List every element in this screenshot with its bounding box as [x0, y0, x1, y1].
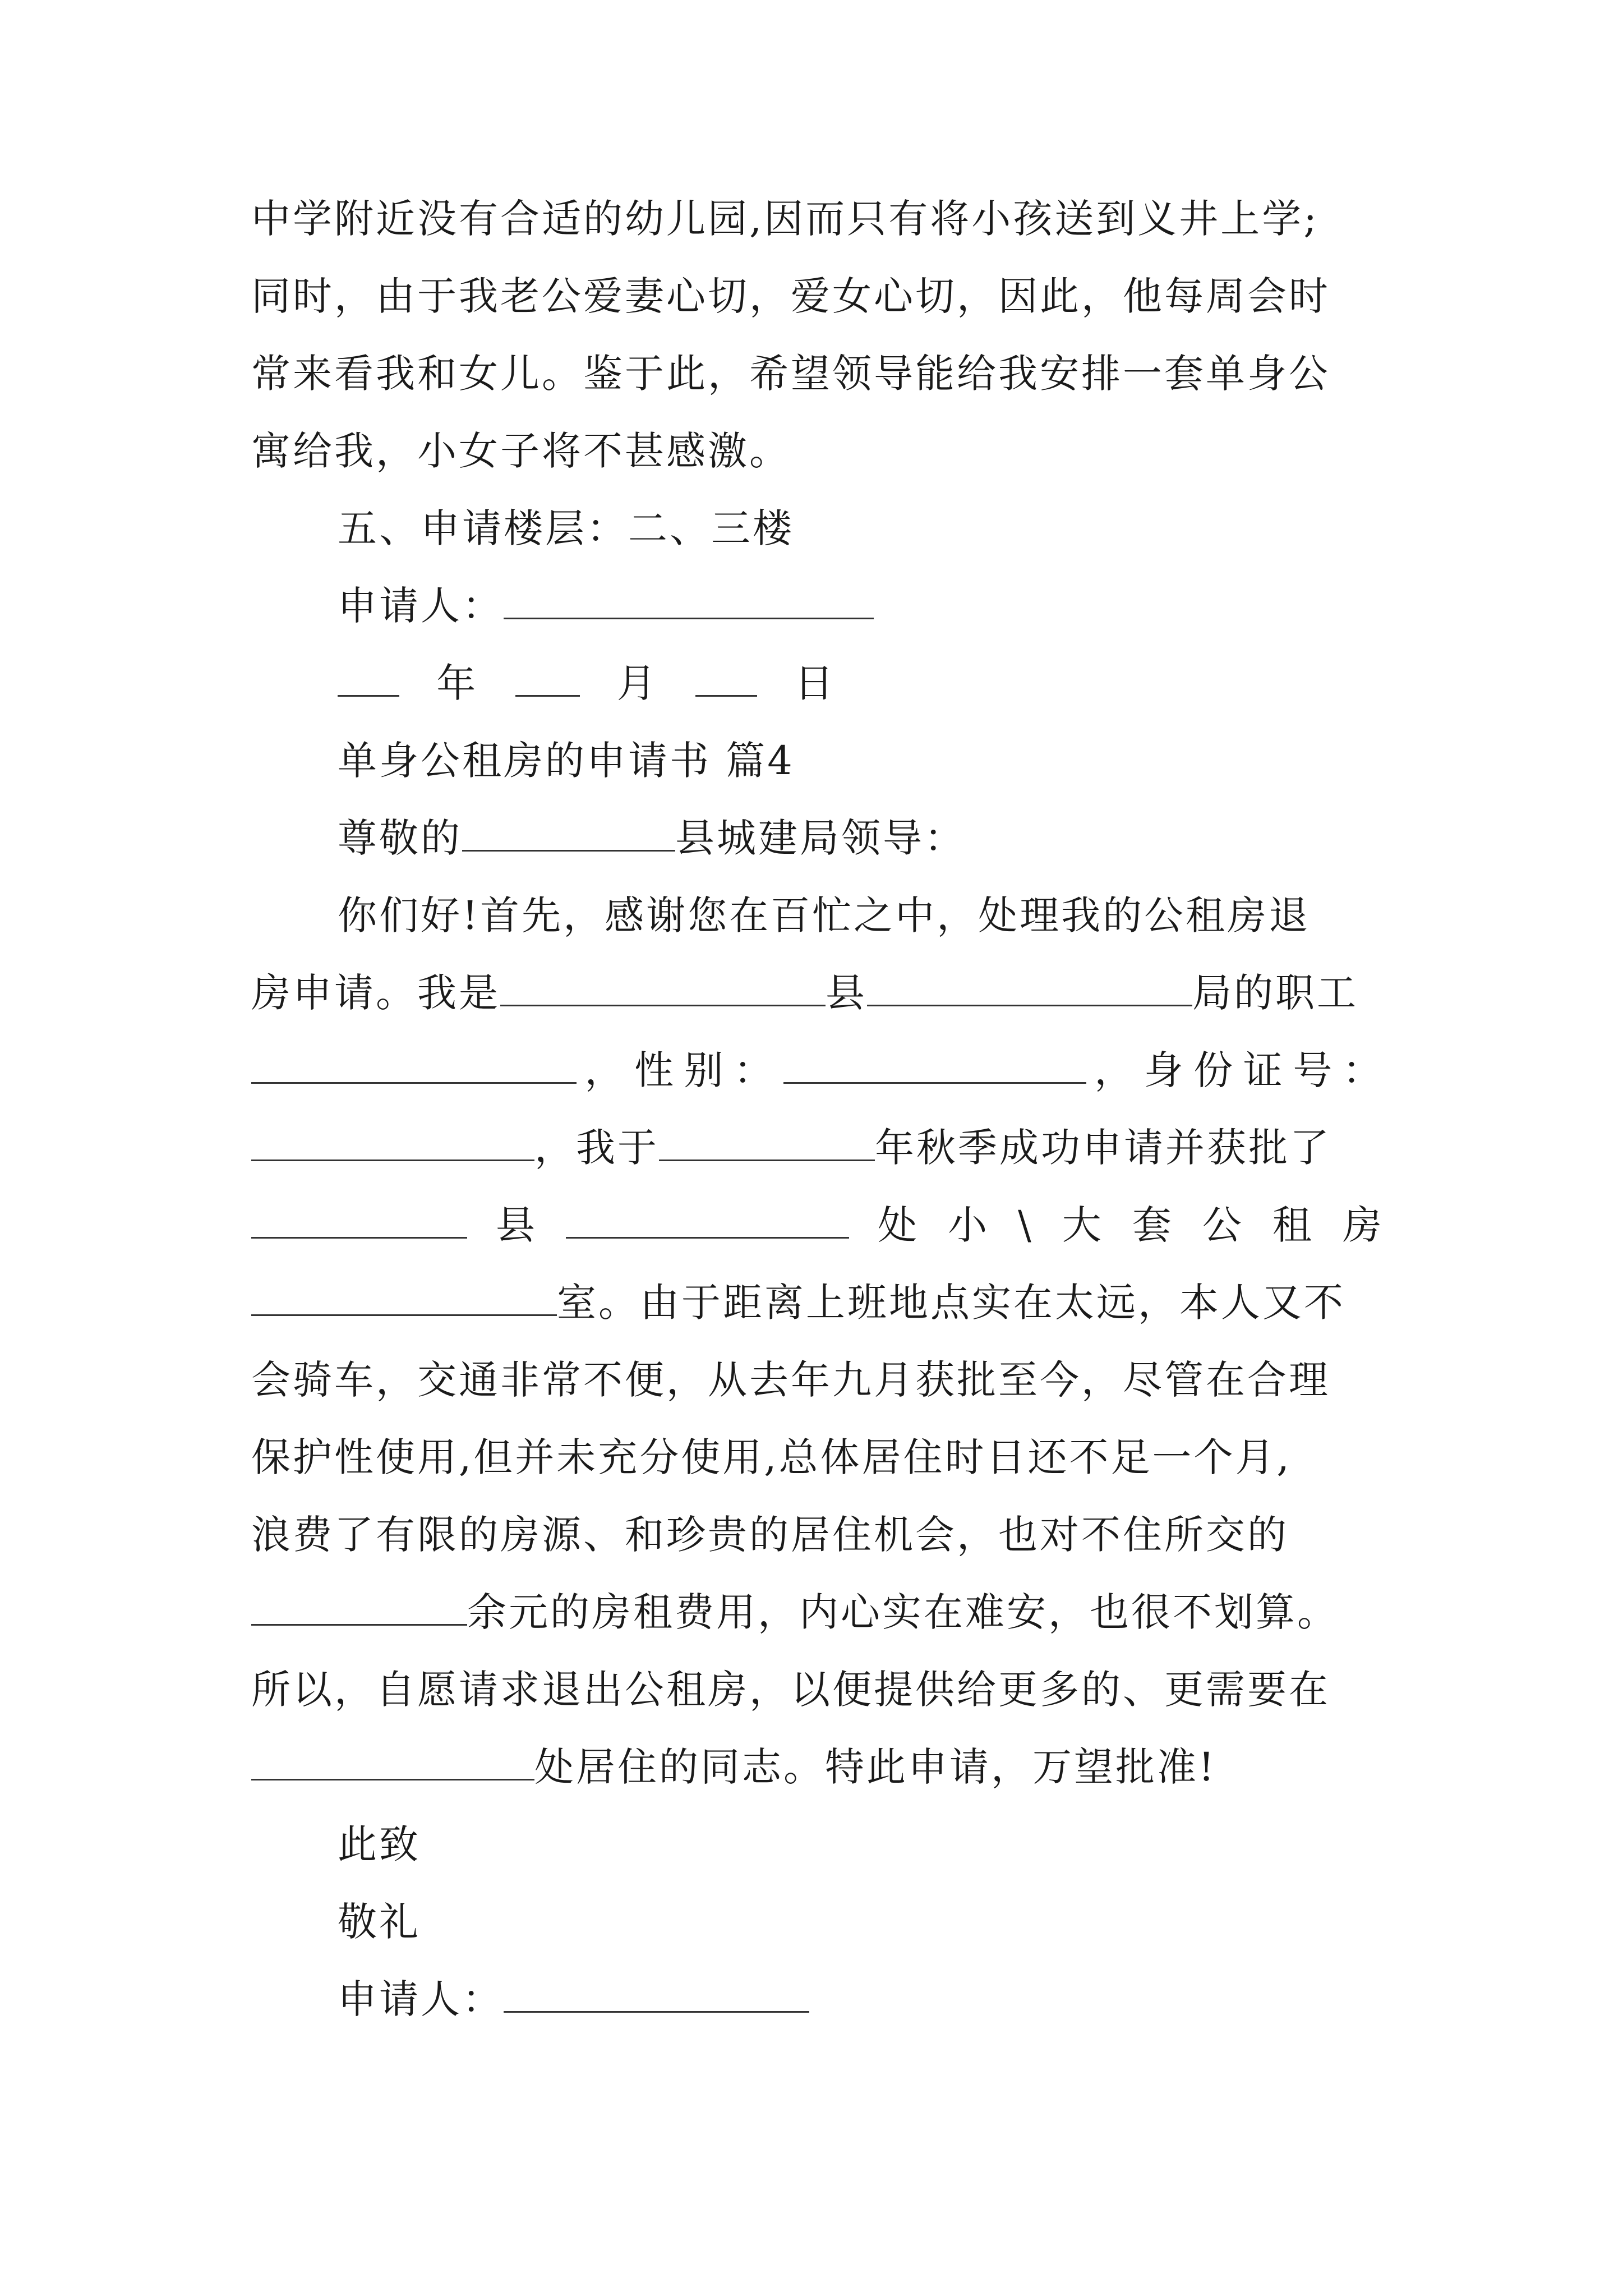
text-segment: 县	[496, 1202, 538, 1248]
text-segment: 性	[634, 1047, 676, 1093]
text-segment: 房	[1342, 1202, 1384, 1248]
room-number-blank	[251, 1275, 557, 1316]
text-line	[251, 1117, 1384, 1179]
year-applied-blank	[659, 1120, 875, 1161]
text-segment: 小	[948, 1202, 990, 1248]
year-label: 年	[436, 660, 478, 706]
text-segment: 处居住的同志。特此申请，万望批准!	[534, 1744, 1217, 1790]
day-blank	[695, 656, 757, 697]
applicant-blank	[504, 578, 874, 619]
text-segment: 年秋季成功申请并获批了	[875, 1125, 1331, 1171]
text-line: 寓给我，小女子将不甚感激。	[251, 428, 791, 474]
applicant-line-1	[338, 575, 1384, 637]
closing-line: 此致	[338, 1821, 421, 1867]
rent-amount-blank	[251, 1585, 467, 1626]
text-segment: ，	[584, 1047, 626, 1093]
month-label: 月	[616, 660, 658, 706]
text-segment: 租	[1272, 1202, 1314, 1248]
text-line: 所以，自愿请求退出公租房，以便提供给更多的、更需要在	[251, 1667, 1330, 1713]
name-blank	[251, 1043, 577, 1084]
text-segment: 号	[1293, 1047, 1335, 1093]
text-segment: 份	[1193, 1047, 1235, 1093]
text-line	[251, 1194, 1384, 1256]
text-line	[251, 962, 1384, 1024]
text-segment: 证	[1243, 1047, 1285, 1093]
text-segment: 房申请。我是	[251, 970, 500, 1016]
text-line	[251, 1272, 1384, 1333]
text-segment: 别	[684, 1047, 726, 1093]
text-segment: 县	[826, 970, 867, 1016]
bureau-name-blank	[867, 965, 1192, 1006]
text-line: 保护性使用,但并未充分使用,总体居住时日还不足一个月,	[251, 1434, 1292, 1480]
text-segment: 套	[1132, 1202, 1174, 1248]
location-blank	[566, 1198, 849, 1239]
text-line	[251, 1581, 1384, 1643]
county-blank-2	[251, 1198, 467, 1239]
county-name-blank	[500, 965, 826, 1006]
text-line: 同时，由于我老公爱妻心切，爱女心切，因此，他每周会时	[251, 273, 1330, 319]
text-segment: ：	[734, 1047, 776, 1093]
year-blank	[338, 656, 399, 697]
text-segment: \	[1018, 1202, 1034, 1248]
applicant-label: 申请人：	[338, 1976, 504, 2022]
gender-blank	[783, 1043, 1086, 1084]
text-segment: 身	[1144, 1047, 1186, 1093]
text-segment: 室。由于距离上班地点实在太远，本人又不	[557, 1280, 1345, 1326]
salutation	[338, 807, 1384, 869]
section-title: 单身公租房的申请书 篇4	[338, 738, 795, 784]
county-blank	[462, 811, 675, 852]
salutation-suffix: 县城建局领导：	[675, 815, 966, 861]
text-segment: ，我于	[534, 1125, 659, 1171]
closing-line: 敬礼	[338, 1899, 421, 1945]
text-line	[251, 1736, 1384, 1798]
text-line: 常来看我和女儿。鉴于此，希望领导能给我安排一套单身公	[251, 351, 1330, 397]
text-segment: 大	[1062, 1202, 1104, 1248]
text-line: 中学附近没有合适的幼儿园,因而只有将小孩送到义井上学;	[251, 196, 1319, 242]
text-segment: 局的职工	[1192, 970, 1358, 1016]
text-segment: 公	[1202, 1202, 1244, 1248]
text-line: 浪费了有限的房源、和珍贵的居住机会，也对不住所交的	[251, 1512, 1289, 1558]
text-segment: 余元的房租费用，内心实在难安，也很不划算。	[467, 1589, 1339, 1635]
text-line: 会骑车，交通非常不便，从去年九月获批至今，尽管在合理	[251, 1357, 1330, 1403]
day-label: 日	[794, 660, 836, 706]
applicant-line-2	[338, 1968, 1384, 2030]
text-segment: ：	[1342, 1047, 1384, 1093]
salutation-prefix: 尊敬的	[338, 815, 462, 861]
applicant-label: 申请人：	[338, 583, 504, 629]
text-segment: 处	[878, 1202, 920, 1248]
text-line	[251, 1039, 1384, 1101]
month-blank	[515, 656, 580, 697]
date-line	[338, 652, 1384, 714]
place-blank	[251, 1740, 534, 1780]
text-line: 你们好!首先，感谢您在百忙之中，处理我的公租房退	[338, 892, 1311, 938]
text-segment: ，	[1094, 1047, 1136, 1093]
id-number-blank	[251, 1120, 534, 1161]
floor-request-line: 五、申请楼层：二、三楼	[338, 505, 794, 551]
applicant-blank	[504, 1972, 809, 2013]
